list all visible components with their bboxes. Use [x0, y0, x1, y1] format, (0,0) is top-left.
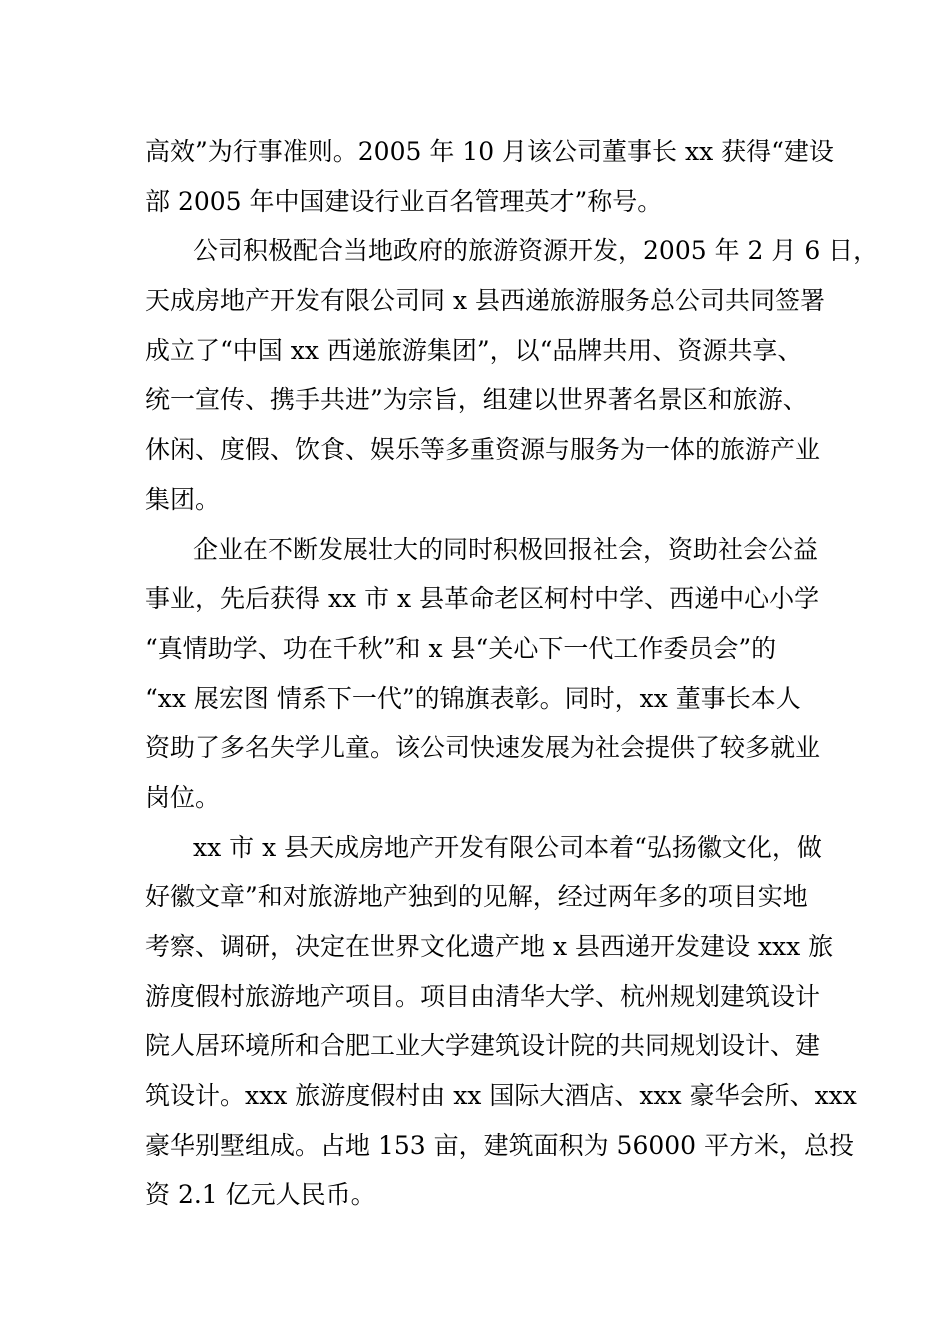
paragraph-2: [145, 226, 879, 524]
text-line: 部 2005 年中国建设行业百名管理英才”称号。: [145, 186, 663, 216]
document-body: [145, 127, 879, 1220]
text-line: 休闲、度假、饮食、娱乐等多重资源与服务为一体的旅游产业: [145, 435, 821, 465]
text-line: 天成房地产开发有限公司同 x 县西递旅游服务总公司共同签署: [145, 286, 825, 316]
text-line: 筑设计。xxx 旅游度假村由 xx 国际大酒店、xxx 豪华会所、xxx: [145, 1081, 857, 1111]
paragraph-3: [145, 525, 821, 823]
text-line: 好徽文章”和对旅游地产独到的见解，经过两年多的项目实地: [145, 882, 808, 912]
text-line: 集团。: [145, 484, 221, 514]
text-line: 资助了多名失学儿童。该公司快速发展为社会提供了较多就业: [145, 733, 821, 763]
text-line: 成立了“中国 xx 西递旅游集团”，以“品牌共用、资源共享、: [145, 335, 803, 365]
text-line: 统一宣传、携手共进”为宗旨，组建以世界著名景区和旅游、: [145, 385, 808, 415]
text-line: 高效”为行事准则。2005 年 10 月该公司董事长 xx 获得“建设: [145, 137, 834, 166]
text-line: 游度假村旅游地产项目。项目由清华大学、杭州规划建筑设计: [145, 981, 821, 1011]
paragraph-4: [145, 823, 857, 1221]
text-line: 豪华别墅组成。占地 153 亩，建筑面积为 56000 平方米，总投: [145, 1130, 855, 1160]
text-line: 事业，先后获得 xx 市 x 县革命老区柯村中学、西递中心小学: [145, 584, 820, 614]
text-line: “xx 展宏图 情系下一代”的锦旗表彰。同时，xx 董事长本人: [145, 683, 801, 713]
text-line: 资 2.1 亿元人民币。: [145, 1180, 376, 1210]
text-line: xx 市 x 县天成房地产开发有限公司本着“弘扬徽文化，做: [193, 832, 822, 862]
paragraph-1: [145, 127, 834, 226]
text-line: 考察、调研，决定在世界文化遗产地 x 县西递开发建设 xxx 旅: [145, 932, 834, 961]
text-line: “真情助学、功在千秋”和 x 县“关心下一代工作委员会”的: [145, 633, 777, 663]
text-line: 院人居环境所和合肥工业大学建筑设计院的共同规划设计、建: [145, 1031, 821, 1061]
text-line: 岗位。: [145, 782, 221, 812]
text-line: 公司积极配合当地政府的旅游资源开发，2005 年 2 月 6 日，: [193, 236, 879, 266]
text-line: 企业在不断发展壮大的同时积极回报社会，资助社会公益: [193, 534, 819, 564]
